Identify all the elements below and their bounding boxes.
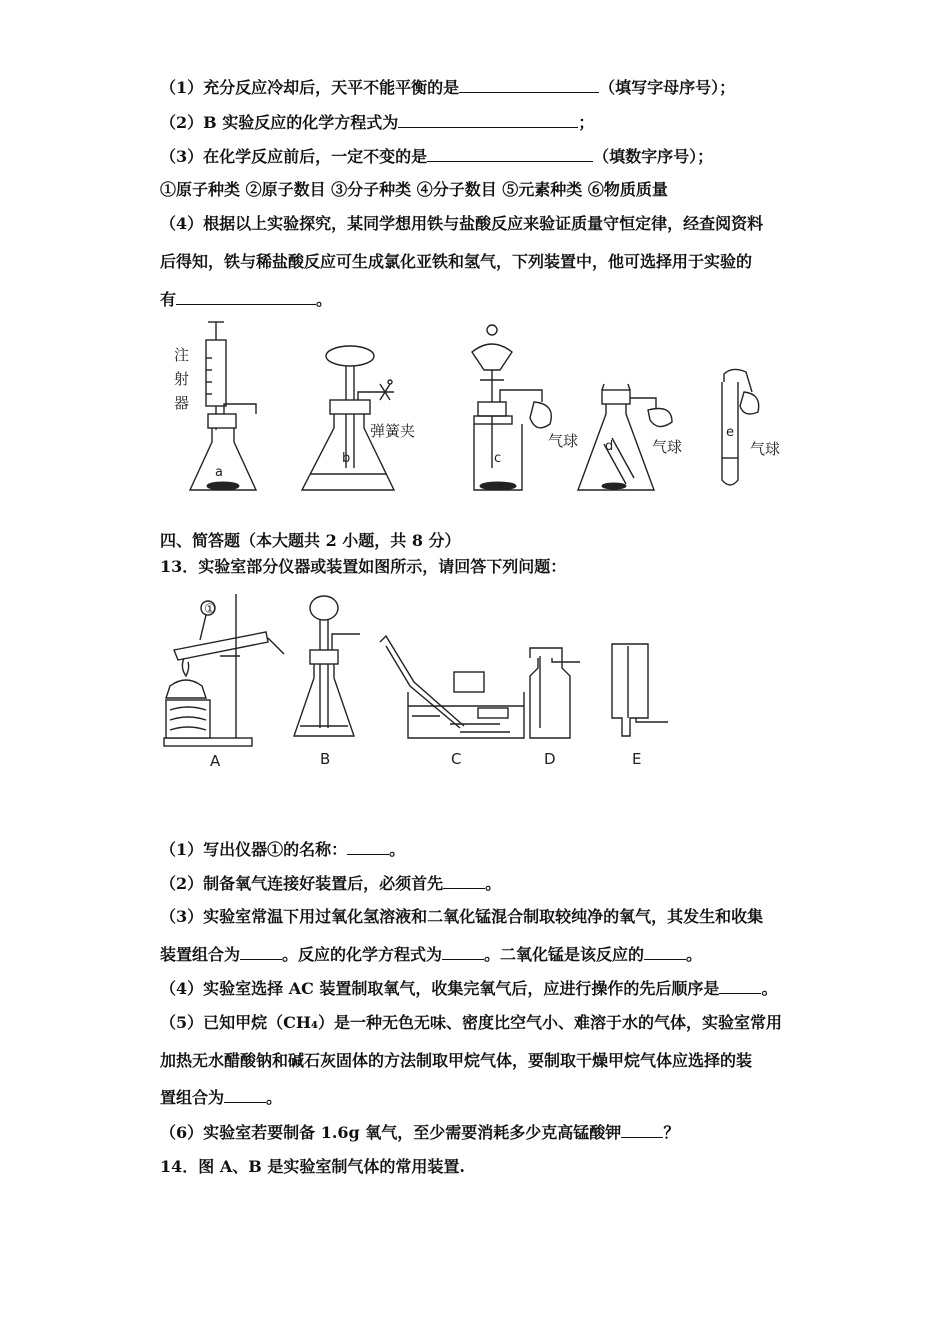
section-heading: 四、简答题（本大题共 2 小题，共 8 分） [160,531,461,550]
letter-e: e [726,425,734,440]
answer-blank[interactable] [240,943,282,960]
q12-options: ①原子种类 ②原子数目 ③分子种类 ④分子数目 ⑤元素种类 ⑥物质质量 [160,180,668,199]
q13-part1: （1）写出仪器①的名称： 。 [160,840,406,859]
answer-blank[interactable] [459,76,599,93]
syringe-label-1: 注 [174,346,190,364]
answer-blank[interactable] [644,943,686,960]
clip-label: 弹簧夹 [370,422,416,440]
answer-blank[interactable] [442,943,484,960]
apparatus-D [530,648,580,768]
answer-blank[interactable] [224,1086,266,1103]
label-A: A [210,752,221,770]
answer-blank[interactable] [427,145,593,162]
label-D: D [544,750,556,768]
apparatus-d [578,384,682,490]
label-E: E [632,750,642,768]
answer-blank[interactable] [719,977,761,994]
syringe-label-2: 射 [174,370,190,388]
q13-part5-line2: 加热无水醋酸钠和碱石灰固体的方法制取甲烷气体，要制取干燥甲烷气体应选择的装 [160,1051,753,1070]
answer-blank[interactable] [176,288,316,305]
label-C: C [451,750,462,768]
apparatus-B [294,596,360,768]
q13-part4: （4）实验室选择 AC 装置制取氧气，收集完氧气后，应进行操作的先后顺序是 。 [160,979,778,998]
balloon-label-e: 气球 [750,440,781,458]
letter-a: a [215,465,223,480]
q12-part2: （2）B 实验反应的化学方程式为 ； [160,113,595,132]
apparatus-b [302,346,415,490]
apparatus-C [380,636,524,768]
q13-part2: （2）制备氧气连接好装置后，必须首先 。 [160,874,502,893]
apparatus-A [164,594,284,770]
q13-part5-line3: 置组合为 。 [160,1088,283,1107]
letter-c: c [494,451,502,466]
q12-apparatus-figure [160,318,800,500]
q12-part4-line2: 后得知，铁与稀盐酸反应可生成氯化亚铁和氢气，下列装置中，他可选择用于实验的 [160,252,753,271]
q14-intro: 14．图 A、B 是实验室制气体的常用装置. [160,1157,465,1176]
label-B: B [320,750,331,768]
letter-b: b [342,451,351,466]
balloon-label-d: 气球 [652,438,683,456]
answer-blank[interactable] [398,111,578,128]
apparatus-a [190,322,256,490]
q12-part3: （3）在化学反应前后，一定不变的是 （填数字序号）； [160,147,714,166]
balloon-label-c: 气球 [548,432,579,450]
q13-apparatus-figure [160,588,680,774]
answer-blank[interactable] [443,872,485,889]
q13-part5-line1: （5）已知甲烷（CH₄）是一种无色无味、密度比空气小、难溶于水的气体，实验室常用 [160,1013,782,1032]
syringe-label-3: 器 [174,394,190,412]
apparatus-e [722,369,780,485]
apparatus-c [472,325,578,490]
q12-part4-line1: （4）根据以上实验探究，某同学想用铁与盐酸反应来验证质量守恒定律，经查阅资料 [160,214,764,233]
apparatus-E [612,644,668,768]
q12-part1: （1）充分反应冷却后，天平不能平衡的是 （填写字母序号）； [160,78,736,97]
q13-part6: （6）实验室若要制备 1.6g 氧气，至少需要消耗多少克高锰酸钾 ？ [160,1123,680,1142]
marker-label: ① [204,602,216,617]
answer-blank[interactable] [347,838,389,855]
answer-blank[interactable] [621,1121,663,1138]
q13-intro: 13．实验室部分仪器或装置如图所示，请回答下列问题： [160,557,567,576]
q13-part3-line1: （3）实验室常温下用过氧化氢溶液和二氧化锰混合制取较纯净的氧气，其发生和收集 [160,907,764,926]
q13-part3-line2: 装置组合为 。反应的化学方程式为 。二氧化锰是该反应的 。 [160,945,703,964]
letter-d: d [605,439,614,454]
q12-part4-line3: 有 。 [160,290,333,309]
